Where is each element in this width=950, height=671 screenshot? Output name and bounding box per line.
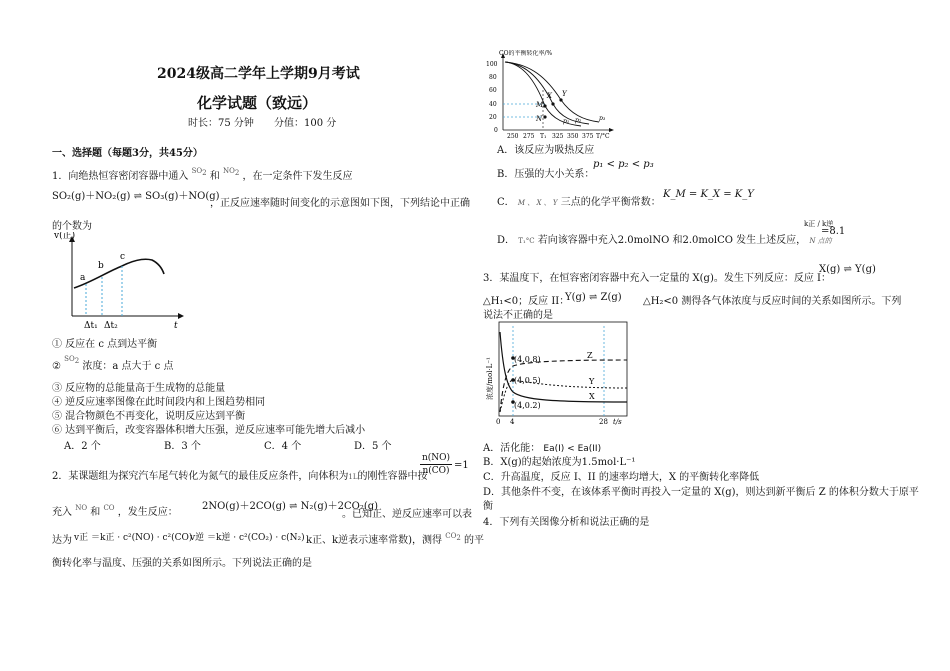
q2-graph-ytick-80: 80 [489,74,497,81]
q3-graph-x4: 4 [510,418,515,426]
q3-option-d[interactable]: D．其他条件不变，在该体系平衡时再投入一定量的 X(g)，则达到新平衡后 Z 的体积分数大于原平 [483,487,919,498]
q2-fill-c: 。已知正、逆反应速率可以表 [342,509,472,520]
q3-graph-xlabel: t/s [613,418,622,426]
q1-option-b[interactable]: B．3 个 [164,441,201,452]
q2-graph-xtick-325: 325 [552,133,564,140]
q2-rate-b: k正、k逆表示速率常数)，测得 $^{CO2}$ 的平 [306,532,484,546]
q2-graph-p3: p₃ [599,115,606,122]
q3-stem-b: 说法不正确的是 [483,310,553,321]
q2-fill-a: 充入 $^{NO}$ 和 $^{CO}$ ，发生反应： [52,504,178,518]
q3-option-b[interactable]: B．X(g)的起始浓度为1.5mol·L⁻¹ [483,457,636,468]
q1-graph-xlabel: t [174,321,178,331]
q2-graph-point-n: N [536,115,543,123]
q2-v-forward: v正 ＝k正 · c²(NO) · c²(CO) [74,533,193,543]
q1-graph-dt1: Δt₁ [84,321,98,331]
q2-option-b[interactable]: B．压强的大小关系： [497,169,595,180]
q1-equation: SO₂(g)＋NO₂(g) ⇌ SO₃(g)＋NO(g) [52,191,220,202]
q3-option-a[interactable]: A．活化能： Ea(I) < Ea(II) [483,443,602,454]
q1-graph-ylabel: v(正) [54,232,76,241]
q3-dh1: △H₁<0；反应 II： [483,296,570,307]
q2-graph-ytick-60: 60 [489,87,497,94]
q4-stem: 4．下列有关图像分析和说法正确的是 [483,517,650,528]
q1-item-1: ① 反应在 c 点到达平衡 [52,339,158,350]
q3-concentration-graph [483,320,633,430]
q2-graph-point-m: M [536,101,544,109]
q1-option-c[interactable]: C．4 个 [264,441,302,452]
q2-v-reverse: v逆 ＝k逆 · c²(CO₂) · c(N₂) [190,533,305,543]
q2-graph-xtick-350: 350 [567,133,579,140]
q1-item-4: ④ 逆反应速率图像在此时间段内和上图趋势相同 [52,397,266,408]
q2-option-d[interactable]: D． T₁°C 若向该容器中充入2.0molNO 和2.0molCO 发生上述反应， N 点的 [497,235,832,246]
q2-option-a[interactable]: A．该反应为吸热反应 [497,145,595,156]
q1-item-2: ② $^{SO2}$ 浓度：a 点大于 c 点 [52,355,174,372]
q1-item-5: ⑤ 混合物颜色不再变化，说明反应达到平衡 [52,411,246,422]
q3-stem-a: 3．某温度下，在恒容密闭容器中充入一定量的 X(g)。发生下列反应：反应 I： [483,273,831,284]
exam-subtitle: 化学试题（致远） [197,94,318,112]
q1-item-6: ⑥ 达到平衡后，改变容器体积增大压强，逆反应速率可能先增大后减小 [52,425,366,436]
q3-graph-label-y: Y [589,377,595,386]
q3-eq2: Y(g) ⇌ Z(g) [565,292,622,303]
q3-option-d-cont: 衡 [483,501,493,512]
q3-graph-point-3: (4,0.2) [514,401,541,410]
q2-option-b-relation: p₁ < p₂ < p₃ [593,159,654,170]
q2-ratio-den: n(CO) [422,466,450,476]
q2-graph-p1: p₁ [563,118,570,125]
q2-option-c-relation: K_M = K_X = K_Y [663,189,754,200]
q2-conversion-graph [483,50,623,142]
q2-graph-xtick-375: 375 [582,133,594,140]
q1-graph-point-b: b [98,261,104,271]
q1-rate-graph [52,232,192,332]
q2-ratio-val: =1 [454,460,469,471]
q3-graph-x28: 28 [599,418,608,426]
q2-rate-a: 达为 [52,535,72,546]
exam-title: 2024级高二学年上学期9月考试 [157,66,360,82]
q1-item-3: ③ 反应物的总能量高于生成物的总能量 [52,383,226,394]
q3-graph-label-x: X [589,392,595,401]
q2-graph-xtick-t1: T₁ [540,133,547,140]
q1-stem-d: 的个数为 [52,221,92,232]
section-heading: 一、选择题（每题3分，共45分） [52,148,203,159]
q2-ratio-num: n(NO) [422,453,451,463]
q1-stem-c: ，正反应速率随时间变化的示意图如下图，下列结论中正确 [210,198,470,209]
q2-graph-ytick-100: 100 [486,61,498,68]
q2-graph-ylabel: CO的平衡转化率/% [499,50,553,57]
q3-option-c[interactable]: C．升高温度，反应 I、II 的速率均增大，X 的平衡转化率降低 [483,472,760,483]
q1-option-d[interactable]: D．5 个 [354,441,392,452]
q2-graph-point-x: X [547,92,552,100]
q2-stem-a: 2．某课题组为探究汽车尾气转化为氮气的最佳反应条件，向体积为1L的刚性容器中按 [52,471,428,482]
q3-graph-label-z: Z [587,351,593,360]
q2-graph-point-y: Y [562,90,567,98]
q2-graph-p2: p₂ [575,117,582,124]
q3-graph-ylabel: 浓度/mol·L⁻¹ [486,357,494,400]
q1-stem-a: 1．向绝热恒容密闭容器中通入 $^{SO2}$ 和 $^{NO2}$ ，在一定条件下发生反应 [52,167,353,182]
q2-option-d-frac: k正 / k逆 [804,220,834,228]
q3-eq1: X(g) ⇌ Y(g) [819,264,876,275]
q1-graph-point-a: a [80,273,86,283]
q1-option-a[interactable]: A．2 个 [64,441,101,452]
q3-graph-point-2: (4,0.5) [514,376,541,385]
q3-dh2: △H₂<0 测得各气体浓度与反应时间的关系如图所示。下列 [643,296,902,307]
q2-last: 衡转化率与温度、压强的关系如图所示。下列说法正确的是 [52,558,312,569]
q3-graph-point-1: (4,0.8) [514,355,541,364]
q2-ratio [420,452,452,477]
q2-graph-xtick-250: 250 [507,133,519,140]
q2-option-c[interactable]: C． M 、 X 、 Y 三点的化学平衡常数： [497,197,661,208]
score-label: 分值：100 分 [274,118,337,129]
q1-graph-dt2: Δt₂ [104,321,118,331]
q2-option-d-value: =8.1 [821,226,846,237]
q2-graph-xtick-275: 275 [523,133,535,140]
q2-graph-xlabel: T/°C [596,133,610,140]
q2-graph-ytick-40: 40 [489,101,497,108]
q2-graph-ytick-0: 0 [494,127,498,134]
q2-equation: 2NO(g)＋2CO(g) ⇌ N₂(g)＋2CO₂(g) [202,501,379,512]
q3-graph-x0: 0 [496,418,501,426]
q2-graph-ytick-20: 20 [489,114,497,121]
q1-graph-point-c: c [120,252,126,262]
time-label: 时长：75 分钟 [188,118,254,129]
